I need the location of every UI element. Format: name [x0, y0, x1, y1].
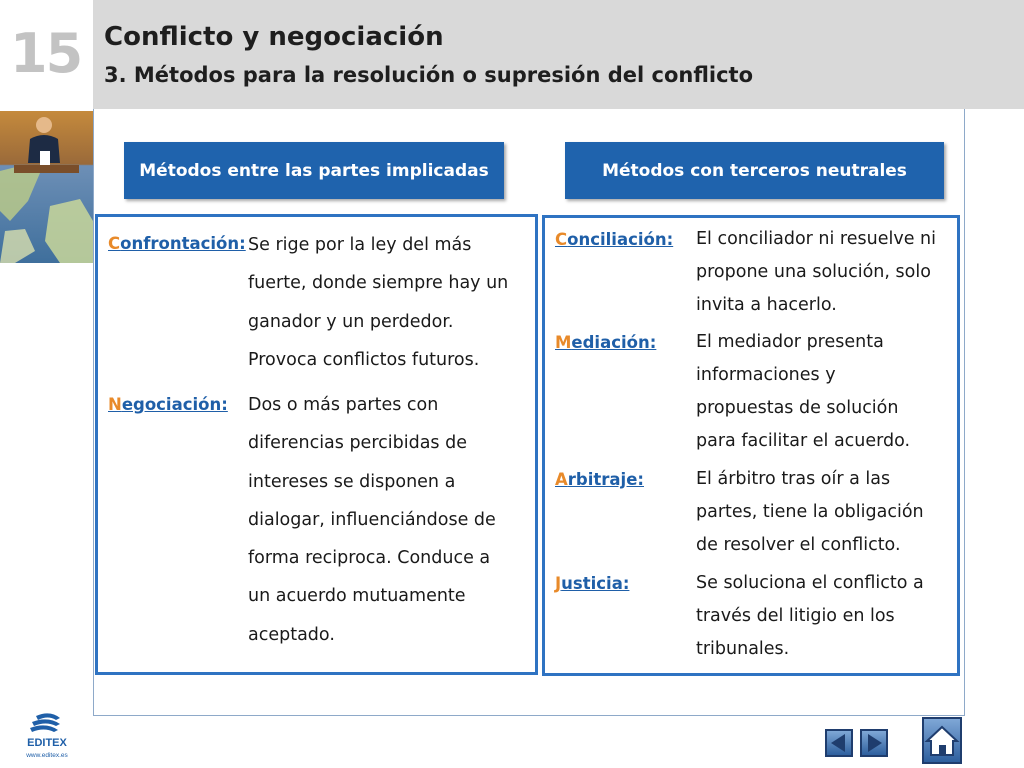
chapter-number: 15: [10, 22, 82, 85]
brand-text: EDITEX: [27, 737, 67, 749]
def-confrontacion: Se rige por la ley del más fuerte, donde siempre hay un ganador y un perdedor. Provoca conflictos futuros.: [248, 235, 509, 370]
next-slide-button[interactable]: [860, 729, 888, 757]
home-icon: [924, 719, 960, 762]
def-justicia: Se soluciona el conflicto a través del litigio en los tribunales.: [696, 573, 924, 659]
def-arbitraje: El árbitro tras oír a las partes, tiene la obligación de resolver el conflicto.: [696, 469, 924, 555]
term-mediacion: Mediación:: [555, 333, 657, 352]
next-arrow-icon: [862, 731, 886, 755]
editex-logo-icon: [16, 710, 78, 766]
editex-logo: [16, 710, 78, 766]
term-conciliacion: Conciliación:: [555, 230, 674, 249]
decorative-side-image: [0, 111, 93, 263]
page-subtitle: 3. Métodos para la resolución o supresión del conflicto: [104, 63, 754, 87]
term-negociacion: Negociación:: [108, 395, 228, 414]
prev-slide-button[interactable]: [825, 729, 853, 757]
term-confrontacion: Confrontación:: [108, 234, 246, 253]
heading-methods-between-parties: Métodos entre las partes implicadas: [124, 142, 504, 199]
term-justicia: Justicia:: [555, 574, 630, 593]
chapter-box: [0, 0, 93, 109]
heading-methods-neutral-third-parties: Métodos con terceros neutrales: [565, 142, 944, 199]
website-text: www.editex.es: [26, 752, 68, 759]
page-title: Conflicto y negociación: [104, 22, 444, 52]
term-arbitraje: Arbitraje:: [555, 470, 644, 489]
def-negociacion: Dos o más partes con diferencias percibidas de intereses se disponen a dialogar, influenciándose de forma reciproca. Conduce a un acuerdo mutuamente aceptado.: [248, 395, 496, 645]
home-button[interactable]: [922, 717, 962, 764]
prev-arrow-icon: [827, 731, 851, 755]
def-conciliacion: El conciliador ni resuelve ni propone una solución, solo invita a hacerlo.: [696, 229, 936, 315]
header-bar: [0, 0, 1024, 109]
def-mediacion: El mediador presenta informaciones y propuestas de solución para facilitar el acuerdo.: [696, 332, 911, 451]
